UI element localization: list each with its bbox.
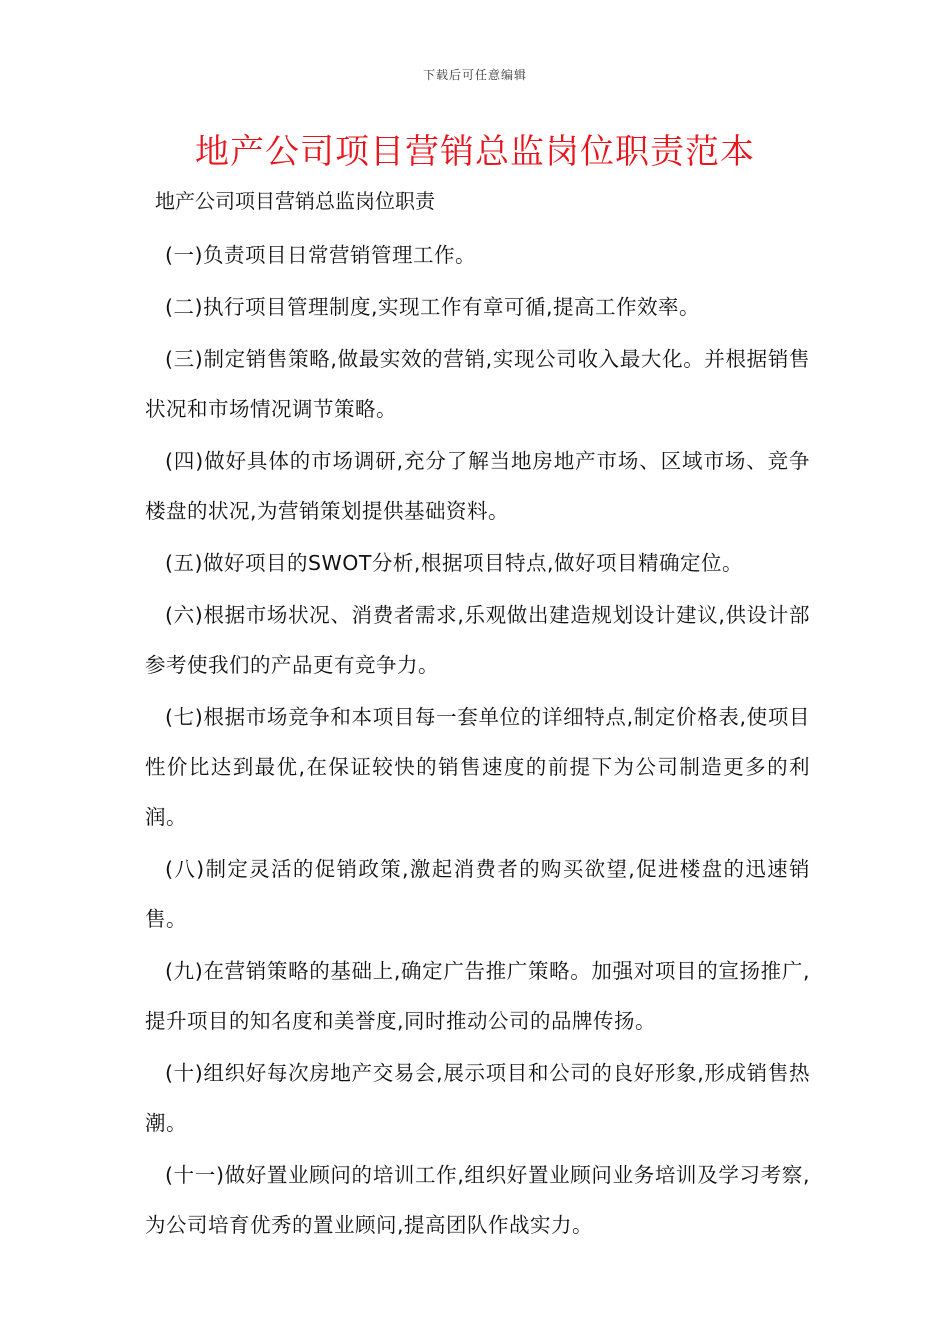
paragraph-3: (三)制定销售策略,做最实效的营销,实现公司收入最大化。并根据销售状况和市场情况调节策略。 <box>145 347 810 421</box>
paragraph-1: (一)负责项目日常营销管理工作。 <box>165 243 476 267</box>
paragraph-10: (十)组织好每次房地产交易会,展示项目和公司的良好形象,形成销售热潮。 <box>145 1061 810 1135</box>
document-subtitle: 地产公司项目营销总监岗位职责 <box>155 189 435 213</box>
paragraph-6: (六)根据市场状况、消费者需求,乐观做出建造规划设计建议,供设计部参考使我们的产品更有竞争力。 <box>145 603 810 677</box>
document-title: 地产公司项目营销总监岗位职责范本 <box>195 132 755 172</box>
paragraph-7: (七)根据市场竞争和本项目每一套单位的详细特点,制定价格表,使项目性价比达到最优,在保证较快的销售速度的前提下为公司制造更多的利润。 <box>145 705 810 829</box>
paragraph-11: (十一)做好置业顾问的培训工作,组织好置业顾问业务培训及学习考察,为公司培育优秀的置业顾问,提高团队作战实力。 <box>145 1163 810 1237</box>
paragraph-2: (二)执行项目管理制度,实现工作有章可循,提高工作效率。 <box>165 295 701 319</box>
header-note: 下载后可任意编辑 <box>422 68 527 82</box>
document-body <box>145 230 810 1252</box>
paragraph-9: (九)在营销策略的基础上,确定广告推广策略。加强对项目的宣扬推广,提升项目的知名度和美誉度,同时推动公司的品牌传扬。 <box>145 959 810 1033</box>
paragraph-8: (八)制定灵活的促销政策,激起消费者的购买欲望,促进楼盘的迅速销售。 <box>145 857 810 931</box>
paragraph-4: (四)做好具体的市场调研,充分了解当地房地产市场、区域市场、竞争楼盘的状况,为营销策划提供基础资料。 <box>145 449 810 523</box>
paragraph-5: (五)做好项目的SWOT分析,根据项目特点,做好项目精确定位。 <box>165 551 743 575</box>
